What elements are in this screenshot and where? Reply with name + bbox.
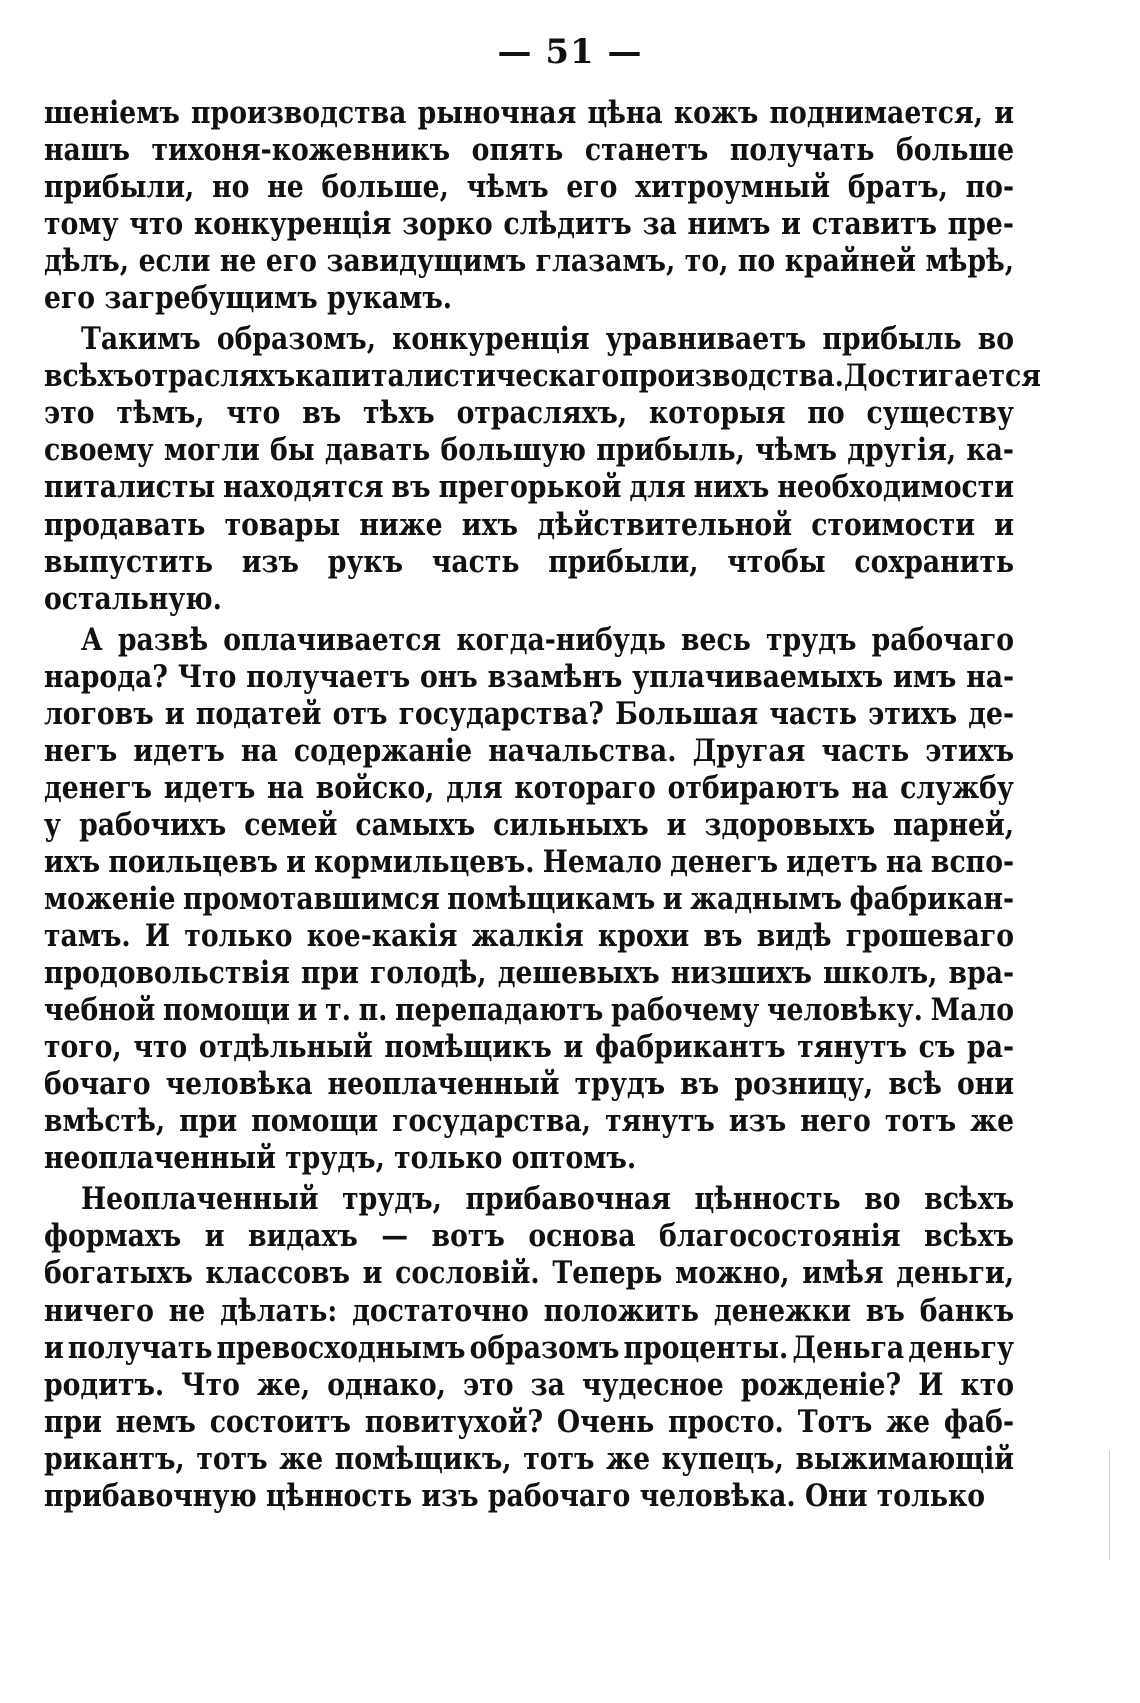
text-line: прибавочную цѣнность изъ рабочаго человѣка. Они только bbox=[44, 1477, 986, 1514]
text-line: всѣхъ отрасляхъ капиталистическаго производства. Достигается bbox=[44, 358, 1041, 395]
text-line: вмѣстѣ, при помощи государства, тянутъ изъ него тотъ же bbox=[44, 1103, 1015, 1140]
text-line: неоплаченный трудъ, только оптомъ. bbox=[44, 1140, 637, 1177]
text-line: денегъ идетъ на войско, для котораго отбираютъ на службу bbox=[44, 769, 1014, 806]
text-line: богатыхъ классовъ и сословій. Теперь можно, имѣя деньги, bbox=[44, 1255, 1015, 1292]
text-line: негъ идетъ на содержаніе начальства. Другая часть этихъ bbox=[44, 732, 1015, 769]
text-line: народа? Что получаетъ онъ взамѣнъ уплачиваемыхъ имъ на- bbox=[44, 658, 1015, 695]
text-line: продовольствія при голодѣ, дешевыхъ низшихъ школъ, вра- bbox=[44, 955, 1015, 992]
paragraph bbox=[44, 321, 1041, 617]
text-line: ихъ поильцевъ и кормильцевъ. Немало денегъ идетъ на вспо- bbox=[44, 843, 1015, 880]
page-number: — 51 — bbox=[497, 32, 643, 72]
text-line: бочаго человѣка неоплаченный трудъ въ розницу, всѣ они bbox=[44, 1066, 1015, 1103]
scan-margin-mark bbox=[1109, 1450, 1110, 1560]
text-line: и получать превосходнымъ образомъ проценты. Деньга деньгу bbox=[44, 1329, 1015, 1366]
paragraph bbox=[44, 1181, 1014, 1514]
text-line: тамъ. И только кое-какія жалкія крохи въ видѣ грошеваго bbox=[44, 918, 1015, 955]
text-line: при немъ состоитъ повитухой? Очень просто. Тотъ же фаб- bbox=[44, 1403, 1015, 1440]
text-line: того, что отдѣльный помѣщикъ и фабрикантъ тянутъ съ ра- bbox=[44, 1029, 1015, 1066]
text-line: моженіе промотавшимся помѣщикамъ и жаднымъ фабрикан- bbox=[44, 880, 1015, 917]
text-line: Такимъ образомъ, конкуренція уравниваетъ прибыль во bbox=[80, 321, 1015, 358]
text-line: его загребущимъ рукамъ. bbox=[44, 280, 453, 317]
text-line: дѣлъ, если не его завидущимъ глазамъ, то, по крайней мѣрѣ, bbox=[44, 243, 1015, 280]
text-line: продавать товары ниже ихъ дѣйствительной стоимости и bbox=[44, 506, 1015, 543]
text-line: питалисты находятся въ прегорькой для нихъ необходимости bbox=[44, 469, 1015, 506]
text-line: Неоплаченный трудъ, прибавочная цѣнность во всѣхъ bbox=[80, 1181, 1015, 1218]
text-line: логовъ и податей отъ государства? Большая часть этихъ де- bbox=[44, 695, 1015, 732]
text-line: прибыли, но не больше, чѣмъ его хитроумный братъ, по- bbox=[44, 169, 1015, 206]
text-line: у рабочихъ семей самыхъ сильныхъ и здоровыхъ парней, bbox=[44, 806, 1015, 843]
text-line: тому что конкуренція зорко слѣдитъ за нимъ и ставитъ пре- bbox=[44, 206, 1014, 243]
text-line: выпустить изъ рукъ часть прибыли, чтобы сохранить bbox=[44, 543, 1015, 580]
text-line: чебной помощи и т. п. перепадаютъ рабочему человѣку. Мало bbox=[44, 992, 1014, 1029]
paragraph bbox=[44, 95, 1014, 317]
text-line: А развѣ оплачивается когда-нибудь весь трудъ рабочаго bbox=[80, 621, 1015, 658]
text-line: ничего не дѣлать: достаточно положить денежки въ банкъ bbox=[44, 1292, 1015, 1329]
text-line: шеніемъ производства рыночная цѣна кожъ поднимается, и bbox=[44, 95, 1015, 131]
text-line: остальную. bbox=[44, 580, 222, 617]
text-line: это тѣмъ, что въ тѣхъ отрасляхъ, которыя по существу bbox=[44, 395, 1014, 432]
text-line: формахъ и видахъ — вотъ основа благосостоянія всѣхъ bbox=[44, 1218, 1014, 1255]
text-line: родитъ. Что же, однако, это за чудесное рожденіе? И кто bbox=[44, 1366, 1015, 1403]
text-line: нашъ тихоня-кожевникъ опять станетъ получать больше bbox=[44, 132, 1015, 169]
paragraph bbox=[44, 622, 1014, 1178]
body-text bbox=[44, 95, 1041, 1515]
text-line: рикантъ, тотъ же помѣщикъ, тотъ же купецъ, выжимающій bbox=[44, 1440, 1014, 1477]
text-line: своему могли бы давать большую прибыль, чѣмъ другія, ка- bbox=[44, 432, 1014, 469]
